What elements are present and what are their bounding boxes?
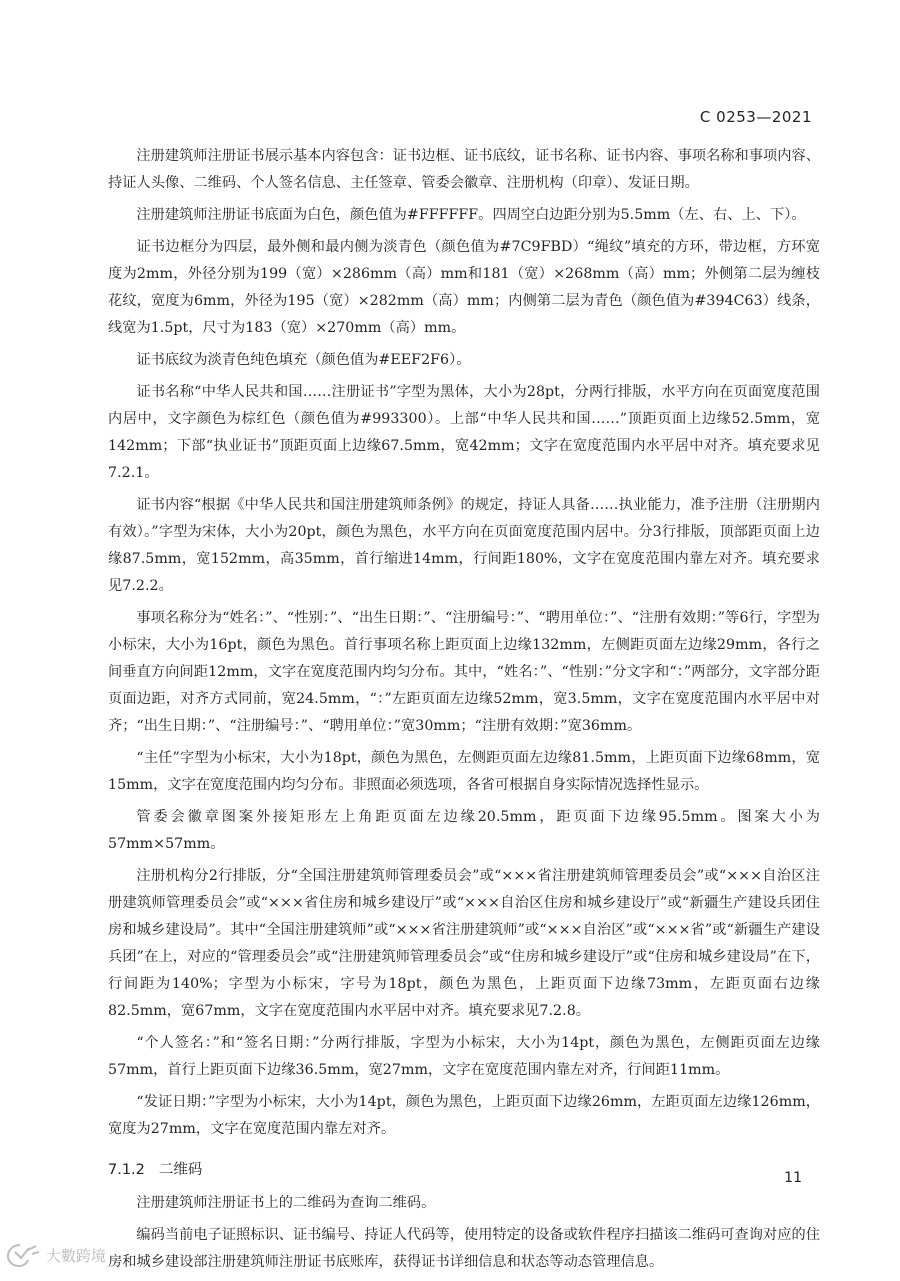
standard-code: C 0253—2021	[699, 108, 812, 126]
document-body	[108, 143, 820, 1281]
page-number: 11	[784, 1170, 802, 1186]
watermark-text: 大數跨境	[46, 1246, 107, 1265]
paragraph-background: 注册建筑师注册证书底面为白色，颜色值为#FFFFFF。四周空白边距分别为5.5mm（左、右、上、下）。	[136, 207, 806, 223]
paragraph-badge: 管委会徽章图案外接矩形左上角距页面左边缘20.5mm，距页面下边缘95.5mm。图案大小为57mm×57mm。	[108, 809, 820, 852]
section-number: 7.1.2	[108, 1162, 145, 1178]
paragraph-registry-agency: 注册机构分2行排版，分“全国注册建筑师管理委员会”或“×××省注册建筑师管理委员会”或“×××自治区注册建筑师管理委员会”或“×××省住房和城乡建设厅”或“×××自治区住房和城乡建设厅”或“新疆生产建设兵团住房和城乡建设局”。其中“全国注册建筑师”或“×××省注册建筑师”或“×××自治区”或“×××省”或“新疆生产建设兵团”在上，对应的“管理委员会”或“注册建筑师管理委员会”或“住房和城乡建设厅”或“住房和城乡建设局”在下，行间距为140%；字型为小标宋，字号为18pt，颜色为黑色，上距页面下边缘73mm，左距页面右边缘82.5mm，宽67mm，文字在宽度范围内水平居中对齐。填充要求见7.2.8。	[108, 868, 820, 1019]
paragraph-basic-content: 注册建筑师注册证书展示基本内容包含：证书边框、证书底纹，证书名称、证书内容、事项名称和事项内容、持证人头像、二维码、个人签名信息、主任签章、管委会徽章、注册机构（印章）、发证日期。	[108, 148, 820, 191]
paragraph-certificate-name: 证书名称“中华人民共和国……注册证书”字型为黑体，大小为28pt，分两行排版，水平方向在页面宽度范围内居中，文字颜色为棕红色（颜色值为#993300）。上部“中华人民共和国……”顶距页面上边缘52.5mm，宽142mm；下部“执业证书”顶距页面上边缘67.5mm，宽42mm；文字在宽度范围内水平居中对齐。填充要求见7.2.1。	[108, 384, 820, 481]
watermark	[6, 1242, 106, 1268]
paragraph-border: 证书边框分为四层，最外侧和最内侧为淡青色（颜色值为#7C9FBD）“绳纹”填充的方环，带边框，方环宽度为2mm，外径分别为199（宽）×286mm（高）mm和181（宽）×268mm（高）mm；外侧第二层为缠枝花纹，宽度为6mm，外径为195（宽）×282mm（高）mm；内侧第二层为青色（颜色值为#394C63）线条，线宽为1.5pt，尺寸为183（宽）×270mm（高）mm。	[108, 239, 820, 336]
paragraph-item-names: 事项名称分为“姓名：”、“性别：”、“出生日期：”、“注册编号：”、“聘用单位：”、“注册有效期：”等6行，字型为小标宋，大小为16pt，颜色为黑色。首行事项名称上距页面上边缘132mm，左侧距页面左边缘29mm，各行之间垂直方向间距12mm，文字在宽度范围内均匀分布。其中，“姓名：”、“性别：”分文字和“：”两部分，文字部分距页面边距，对齐方式同前，宽24.5mm，“：”左距页面左边缘52mm，宽3.5mm，文字在宽度范围内水平居中对齐；“出生日期：”、“注册编号：”、“聘用单位：”宽30mm；“注册有效期：”宽36mm。	[108, 610, 820, 734]
paragraph-signature: “个人签名：”和“签名日期：”分两行排版，字型为小标宋，大小为14pt，颜色为黑色，左侧距页面左边缘57mm，首行上距页面下边缘36.5mm，宽27mm，文字在宽度范围内靠左对齐，行间距11mm。	[108, 1035, 820, 1078]
paragraph-qr-code-type: 注册建筑师注册证书上的二维码为查询二维码。	[136, 1195, 436, 1211]
paragraph-certificate-content: 证书内容“根据《中华人民共和国注册建筑师条例》的规定，持证人具备……执业能力，准予注册（注册期内有效）。”字型为宋体，大小为20pt，颜色为黑色，水平方向在页面宽度范围内居中。分3行排版，顶部距页面上边缘87.5mm，宽152mm，高35mm，首行缩进14mm，行间距180%，文字在宽度范围内靠左对齐。填充要求见7.2.2。	[108, 497, 820, 594]
paragraph-issue-date: “发证日期：”字型为小标宋，大小为14pt，颜色为黑色，上距页面下边缘26mm，左距页面左边缘126mm，宽度为27mm，文字在宽度范围内靠左对齐。	[108, 1094, 820, 1137]
section-title: 二维码	[158, 1162, 203, 1178]
section-heading	[108, 1157, 820, 1184]
watermark-logo-icon	[6, 1242, 40, 1268]
paragraph-qr-code-content: 编码当前电子证照标识、证书编号、持证人代码等，使用特定的设备或软件程序扫描该二维码可查询对应的住房和城乡建设部注册建筑师注册证书底账库，获得证书详细信息和状态等动态管理信息。	[108, 1227, 820, 1270]
paragraph-director: “主任”字型为小标宋，大小为18pt，颜色为黑色，左侧距页面左边缘81.5mm，上距页面下边缘68mm，宽15mm，文字在宽度范围内均匀分布。非照面必须选项，各省可根据自身实际情况选择性显示。	[108, 750, 820, 793]
paragraph-texture: 证书底纹为淡青色纯色填充（颜色值为#EEF2F6）。	[136, 352, 471, 368]
